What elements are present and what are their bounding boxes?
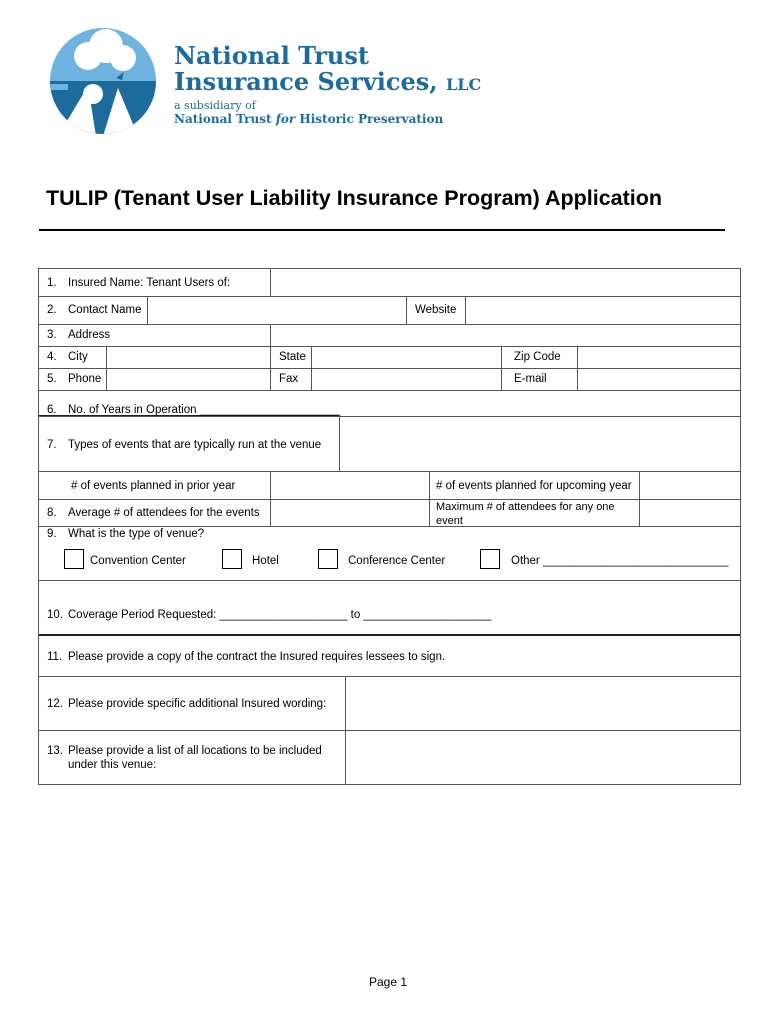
q1-number: 1. [47, 277, 57, 289]
phone-field[interactable] [107, 369, 270, 390]
q3-label: Address [68, 329, 111, 341]
q3-number: 3. [47, 329, 57, 341]
website-field[interactable] [466, 297, 740, 324]
q9-label: What is the type of venue? [68, 528, 205, 540]
q2-number: 2. [47, 304, 57, 316]
q11-number: 11. [47, 651, 63, 663]
fax-field[interactable] [312, 369, 501, 390]
events-upcoming-year-label: # of events planned for upcoming year [436, 480, 632, 492]
hotel-label: Hotel [252, 555, 279, 567]
zip-code-field[interactable] [578, 347, 740, 368]
conference-center-label: Conference Center [348, 555, 446, 567]
page-title: TULIP (Tenant User Liability Insurance Program) Application [46, 186, 663, 210]
zip-code-label: Zip Code [514, 351, 561, 363]
additional-insured-wording-field[interactable] [346, 677, 740, 730]
q4-label: City [68, 351, 88, 363]
page-number: Page 1 [369, 975, 408, 989]
conference-center-checkbox[interactable] [318, 549, 338, 569]
convention-center-label: Convention Center [90, 555, 186, 567]
application-form [38, 268, 741, 785]
q7-number: 7. [47, 439, 57, 451]
fax-label: Fax [279, 373, 299, 385]
q12-label: Please provide specific additional Insured wording: [68, 698, 327, 710]
contact-name-field[interactable] [148, 297, 405, 324]
events-upcoming-year-field[interactable] [640, 472, 740, 499]
q8-label: Average # of attendees for the events [68, 507, 260, 519]
brand-name-line2: Insurance Services, LLC [174, 67, 482, 96]
email-label: E-mail [514, 373, 547, 385]
other-checkbox[interactable] [480, 549, 500, 569]
parent-organization: National Trust for Historic Preservation [174, 112, 444, 126]
other-venue-field[interactable]: Other _____________________________ [511, 555, 729, 567]
q13-label: Please provide a list of all locations to be included under this venue: [68, 745, 322, 771]
brand-name-line1: National Trust [174, 41, 369, 70]
state-field[interactable] [312, 347, 501, 368]
q6-number: 6. [47, 404, 57, 416]
max-attendees-label: Maximum # of attendees for any one event [436, 501, 615, 527]
q7-label: Types of events that are typically run at the venue [68, 439, 322, 451]
q1-label: Insured Name: Tenant Users of: [68, 277, 231, 289]
q12-number: 12. [47, 698, 63, 710]
q4-number: 4. [47, 351, 57, 363]
city-field[interactable] [107, 347, 270, 368]
insured-name-field[interactable] [271, 270, 740, 296]
logo-emblem-icon [48, 26, 158, 136]
years-in-operation-field[interactable]: No. of Years in Operation ______________________ [68, 404, 341, 416]
email-field[interactable] [578, 369, 740, 390]
event-types-field[interactable] [340, 417, 740, 471]
events-prior-year-label: # of events planned in prior year [71, 480, 236, 492]
state-label: State [279, 351, 306, 363]
q13-number: 13. [47, 745, 63, 757]
q11-label: Please provide a copy of the contract the Insured requires lessees to sign. [68, 651, 446, 663]
q5-number: 5. [47, 373, 57, 385]
q10-number: 10. [47, 609, 63, 621]
title-divider [39, 229, 725, 231]
hotel-checkbox[interactable] [222, 549, 242, 569]
max-attendees-field[interactable] [640, 500, 740, 526]
website-label: Website [415, 304, 457, 316]
address-field[interactable] [271, 325, 740, 346]
q9-number: 9. [47, 528, 57, 540]
q2-label: Contact Name [68, 304, 142, 316]
locations-list-field[interactable] [346, 731, 740, 784]
q8-number: 8. [47, 507, 57, 519]
subsidiary-label: a subsidiary of [174, 99, 256, 112]
average-attendees-field[interactable] [271, 500, 429, 526]
events-prior-year-field[interactable] [271, 472, 429, 499]
coverage-period-field[interactable]: Coverage Period Requested: ____________________ to ____________________ [68, 609, 492, 621]
convention-center-checkbox[interactable] [64, 549, 84, 569]
q5-label: Phone [68, 373, 102, 385]
